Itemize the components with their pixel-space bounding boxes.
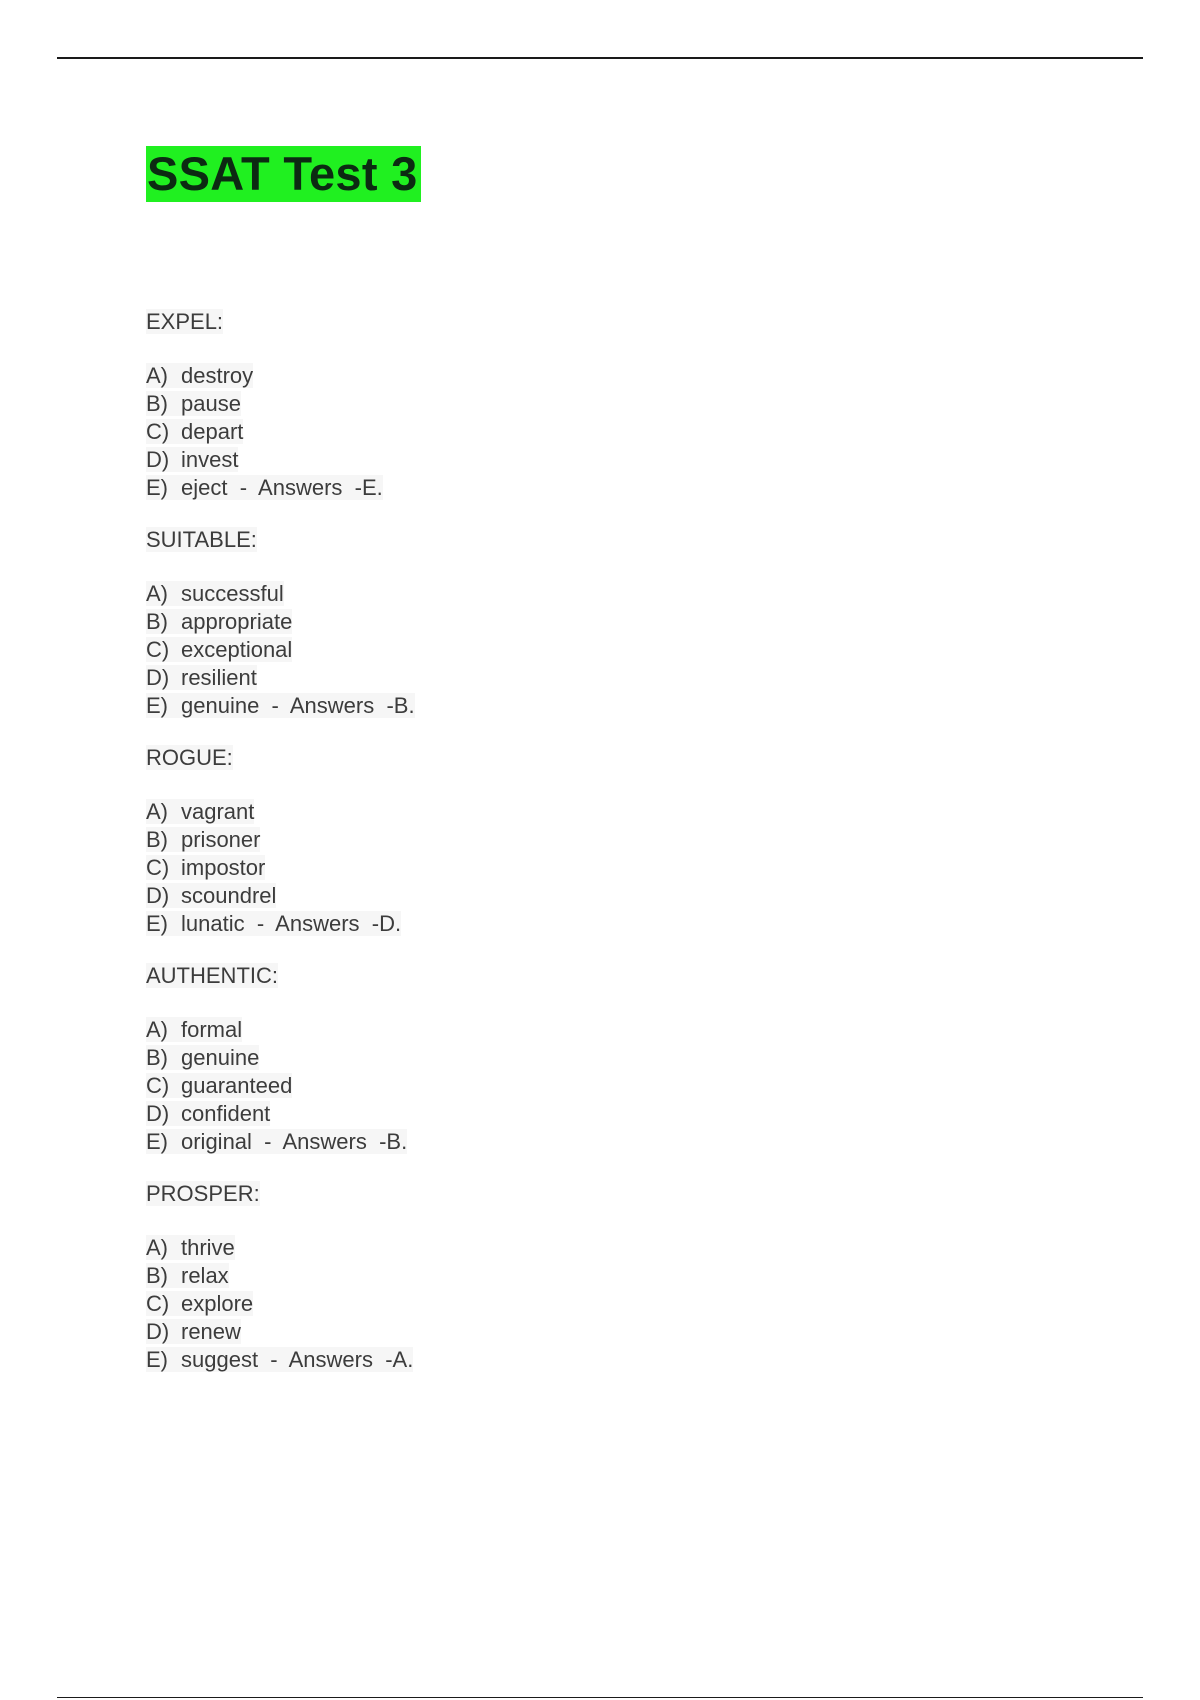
question-stem-text: PROSPER:	[146, 1181, 260, 1206]
option-letter: A)	[146, 363, 168, 388]
answer-option	[146, 636, 1046, 664]
answer-option	[146, 664, 1046, 692]
option-letter: C)	[146, 419, 170, 444]
answer-option	[146, 1290, 1046, 1318]
option-letter: A)	[146, 581, 168, 606]
option-letter: B)	[146, 827, 168, 852]
question-stem	[146, 308, 1046, 336]
option-letter: C)	[146, 637, 170, 662]
option-letter: A)	[146, 1235, 168, 1260]
answer-option	[146, 390, 1046, 418]
option-letter: E)	[146, 911, 168, 936]
option-letter: B)	[146, 391, 168, 416]
question-item	[146, 526, 1046, 720]
answer-option	[146, 1016, 1046, 1044]
option-text: original - Answers -B.	[181, 1129, 408, 1154]
option-text: guaranteed	[181, 1073, 293, 1098]
option-letter: B)	[146, 1263, 168, 1288]
answer-option	[146, 446, 1046, 474]
top-rule	[57, 57, 1143, 59]
option-text: explore	[181, 1291, 254, 1316]
option-text: genuine - Answers -B.	[181, 693, 415, 718]
answer-option-with-key	[146, 1346, 1046, 1374]
question-stem-text: ROGUE:	[146, 745, 233, 770]
option-text: formal	[181, 1017, 243, 1042]
answer-option	[146, 1100, 1046, 1128]
answer-option-with-key	[146, 474, 1046, 502]
option-text: resilient	[181, 665, 257, 690]
answer-option-with-key	[146, 692, 1046, 720]
answer-option	[146, 608, 1046, 636]
option-text: renew	[181, 1319, 241, 1344]
title-block	[146, 146, 421, 202]
option-letter: C)	[146, 1073, 170, 1098]
answer-option	[146, 854, 1046, 882]
answer-option	[146, 798, 1046, 826]
answer-option	[146, 1234, 1046, 1262]
answer-option	[146, 882, 1046, 910]
answer-option	[146, 1072, 1046, 1100]
option-text: genuine	[181, 1045, 260, 1070]
option-text: exceptional	[181, 637, 293, 662]
option-letter: D)	[146, 1319, 170, 1344]
question-item	[146, 744, 1046, 938]
option-letter: E)	[146, 693, 168, 718]
option-letter: B)	[146, 609, 168, 634]
option-text: prisoner	[181, 827, 261, 852]
option-text: eject - Answers -E.	[181, 475, 383, 500]
option-letter: D)	[146, 883, 170, 908]
option-text: suggest - Answers -A.	[181, 1347, 414, 1372]
answer-option	[146, 1044, 1046, 1072]
option-letter: B)	[146, 1045, 168, 1070]
option-text: pause	[181, 391, 241, 416]
question-list	[146, 308, 1046, 1398]
option-letter: A)	[146, 1017, 168, 1042]
question-stem-text: EXPEL:	[146, 309, 224, 334]
option-text: lunatic - Answers -D.	[181, 911, 402, 936]
answer-option	[146, 580, 1046, 608]
question-stem	[146, 526, 1046, 554]
option-letter: D)	[146, 1101, 170, 1126]
option-text: destroy	[181, 363, 254, 388]
option-text: confident	[181, 1101, 271, 1126]
question-item	[146, 962, 1046, 1156]
answer-option-with-key	[146, 1128, 1046, 1156]
option-text: successful	[181, 581, 284, 606]
question-stem	[146, 744, 1046, 772]
option-letter: C)	[146, 855, 170, 880]
option-text: impostor	[181, 855, 266, 880]
option-text: scoundrel	[181, 883, 277, 908]
bottom-rule	[57, 1697, 1143, 1698]
option-text: relax	[181, 1263, 229, 1288]
answer-option	[146, 362, 1046, 390]
question-item	[146, 308, 1046, 502]
question-item	[146, 1180, 1046, 1374]
question-stem	[146, 1180, 1046, 1208]
question-stem-text: AUTHENTIC:	[146, 963, 278, 988]
answer-option-with-key	[146, 910, 1046, 938]
option-letter: E)	[146, 475, 168, 500]
answer-option	[146, 1318, 1046, 1346]
question-stem-text: SUITABLE:	[146, 527, 257, 552]
option-text: invest	[181, 447, 239, 472]
option-letter: A)	[146, 799, 168, 824]
option-text: appropriate	[181, 609, 293, 634]
page-title: SSAT Test 3	[146, 146, 421, 202]
option-text: depart	[181, 419, 244, 444]
answer-option	[146, 826, 1046, 854]
option-text: vagrant	[181, 799, 255, 824]
option-letter: E)	[146, 1129, 168, 1154]
question-stem	[146, 962, 1046, 990]
answer-option	[146, 1262, 1046, 1290]
option-letter: C)	[146, 1291, 170, 1316]
option-text: thrive	[181, 1235, 235, 1260]
option-letter: D)	[146, 665, 170, 690]
option-letter: D)	[146, 447, 170, 472]
answer-option	[146, 418, 1046, 446]
option-letter: E)	[146, 1347, 168, 1372]
